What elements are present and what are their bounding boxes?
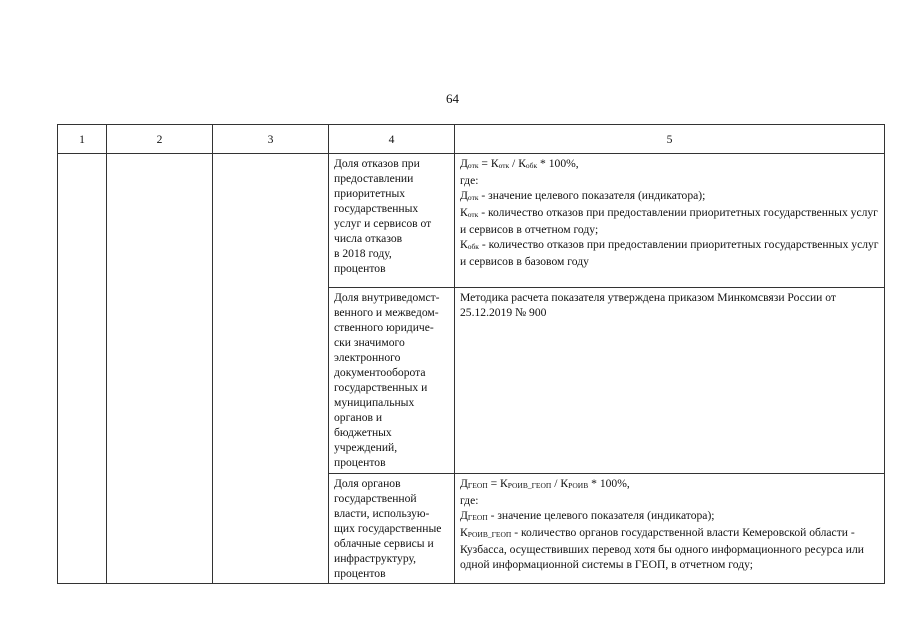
indicator-line: предоставлении bbox=[334, 172, 414, 185]
methodology-cell bbox=[455, 474, 885, 584]
cell-col-2 bbox=[107, 154, 213, 584]
where-label: где: bbox=[460, 174, 479, 187]
header-col-5: 5 bbox=[455, 125, 885, 154]
indicator-line: Доля внутриведомст- bbox=[334, 291, 440, 304]
indicator-line: приоритетных bbox=[334, 187, 406, 200]
formula: ДГЕОП = КРОИВ_ГЕОП / КРОИВ * 100%, bbox=[460, 477, 630, 490]
indicator-line: инфраструктуру, bbox=[334, 552, 417, 565]
indicator-line: документооборота bbox=[334, 366, 426, 379]
indicator-line: облачные сервисы и bbox=[334, 537, 434, 550]
header-col-2: 2 bbox=[107, 125, 213, 154]
indicator-line: венного и межведом- bbox=[334, 306, 439, 319]
indicator-line: Доля отказов при bbox=[334, 157, 420, 170]
indicator-line: услуг и сервисов от bbox=[334, 217, 432, 230]
definition: ДГЕОП - значение целевого показателя (индикатора); bbox=[460, 509, 715, 522]
indicator-name-cell bbox=[329, 474, 455, 584]
indicator-line: бюджетных bbox=[334, 426, 392, 439]
definition: КРОИВ_ГЕОП - количество органов государственной власти Кемеровской области - Кузбасса, осуществивших перевод хотя бы одного информационного ресурса или одной информационной системы в ГЕОП, в отчетном году; bbox=[460, 526, 864, 571]
indicator-line: щих государственные bbox=[334, 522, 442, 535]
where-label: где: bbox=[460, 494, 479, 507]
indicator-line: учреждений, bbox=[334, 441, 398, 454]
indicators-table bbox=[57, 124, 885, 584]
definition: Дотк - значение целевого показателя (индикатора); bbox=[460, 189, 706, 202]
indicator-line: процентов bbox=[334, 262, 386, 275]
indicator-line: государственных bbox=[334, 202, 419, 215]
methodology-cell bbox=[455, 154, 885, 288]
indicator-name-cell bbox=[329, 154, 455, 288]
indicator-line: электронного bbox=[334, 351, 401, 364]
indicator-line: государственной bbox=[334, 492, 417, 505]
indicator-line: в 2018 году, bbox=[334, 247, 392, 260]
indicator-line: ственного юридиче- bbox=[334, 321, 434, 334]
definition: Котк - количество отказов при предоставлении приоритетных государственных услуг и сервисов в отчетном году; bbox=[460, 206, 878, 236]
formula: Дотк = Котк / Кобк * 100%, bbox=[460, 157, 579, 170]
indicator-line: процентов bbox=[334, 567, 386, 580]
indicator-line: процентов bbox=[334, 456, 386, 469]
header-row bbox=[58, 125, 885, 154]
header-col-3: 3 bbox=[213, 125, 329, 154]
page-number: 64 bbox=[446, 91, 459, 106]
definition: Кобк - количество отказов при предоставлении приоритетных государственных услуг и сервисов в базовом году bbox=[460, 238, 879, 268]
indicator-line: власти, использую- bbox=[334, 507, 430, 520]
indicator-line: государственных и bbox=[334, 381, 428, 394]
header-col-1: 1 bbox=[58, 125, 107, 154]
indicator-line: числа отказов bbox=[334, 232, 403, 245]
table-row bbox=[58, 154, 885, 288]
header-col-4: 4 bbox=[329, 125, 455, 154]
indicator-line: органов и bbox=[334, 411, 383, 424]
methodology-text: Методика расчета показателя утверждена приказом Минкомсвязи России от 25.12.2019 № 900 bbox=[460, 291, 836, 319]
cell-col-3 bbox=[213, 154, 329, 584]
cell-col-1 bbox=[58, 154, 107, 584]
indicator-line: Доля органов bbox=[334, 477, 401, 490]
indicator-line: ски значимого bbox=[334, 336, 405, 349]
methodology-cell bbox=[455, 288, 885, 474]
indicator-name-cell bbox=[329, 288, 455, 474]
indicator-line: муниципальных bbox=[334, 396, 415, 409]
